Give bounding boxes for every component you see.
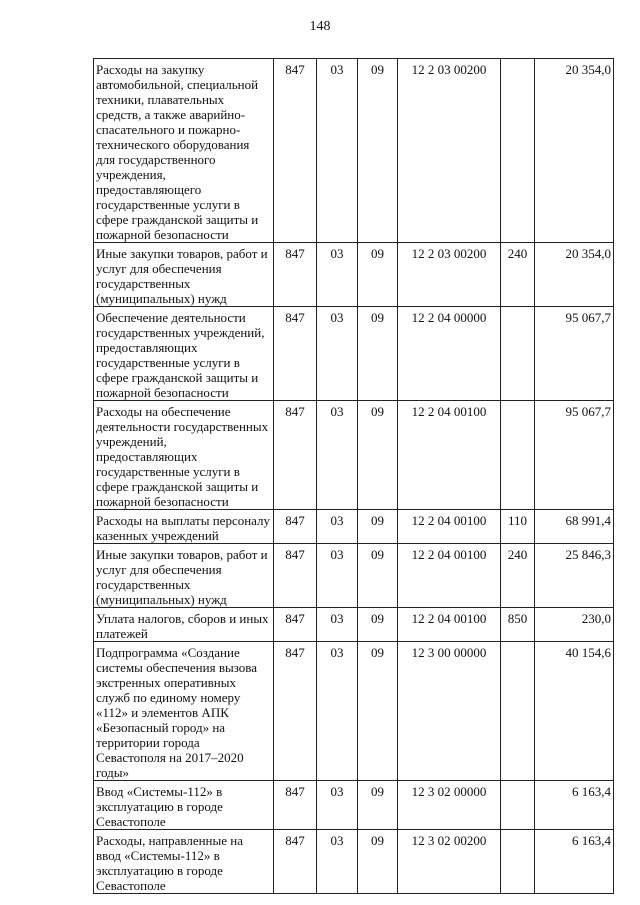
subsection-code: 09 xyxy=(358,830,398,894)
expense-type-code: 110 xyxy=(501,510,535,544)
amount: 6 163,4 xyxy=(535,781,614,830)
amount: 6 163,4 xyxy=(535,830,614,894)
expense-name: Подпрограмма «Создание системы обеспечения вызова экстренных оперативных служб по единому номеру «112» и элементов АПК «Безопасный город» на территории города Севастополя на 2017–2020 годы» xyxy=(94,642,274,781)
grbs-code: 847 xyxy=(274,243,317,307)
subsection-code: 09 xyxy=(358,307,398,401)
expense-type-code xyxy=(501,642,535,781)
expense-type-code xyxy=(501,59,535,243)
subsection-code: 09 xyxy=(358,781,398,830)
amount: 230,0 xyxy=(535,608,614,642)
target-article-code: 12 3 00 00000 xyxy=(398,642,501,781)
grbs-code: 847 xyxy=(274,781,317,830)
target-article-code: 12 2 04 00000 xyxy=(398,307,501,401)
section-code: 03 xyxy=(317,510,358,544)
section-code: 03 xyxy=(317,544,358,608)
grbs-code: 847 xyxy=(274,307,317,401)
grbs-code: 847 xyxy=(274,401,317,510)
expense-name: Уплата налогов, сборов и иных платежей xyxy=(94,608,274,642)
expense-name: Расходы на обеспечение деятельности государственных учреждений, предоставляющих государственные услуги в сфере гражданской защиты и пожарной безопасности xyxy=(94,401,274,510)
amount: 25 846,3 xyxy=(535,544,614,608)
section-code: 03 xyxy=(317,781,358,830)
amount: 20 354,0 xyxy=(535,59,614,243)
amount: 40 154,6 xyxy=(535,642,614,781)
expense-name: Иные закупки товаров, работ и услуг для обеспечения государственных (муниципальных) нужд xyxy=(94,243,274,307)
grbs-code: 847 xyxy=(274,642,317,781)
table-row xyxy=(94,781,614,830)
section-code: 03 xyxy=(317,830,358,894)
grbs-code: 847 xyxy=(274,59,317,243)
amount: 68 991,4 xyxy=(535,510,614,544)
amount: 20 354,0 xyxy=(535,243,614,307)
page-number: 148 xyxy=(309,19,331,34)
target-article-code: 12 3 02 00200 xyxy=(398,830,501,894)
expense-type-code xyxy=(501,781,535,830)
subsection-code: 09 xyxy=(358,642,398,781)
budget-table xyxy=(93,58,614,894)
expense-name: Расходы на выплаты персоналу казенных учреждений xyxy=(94,510,274,544)
table-row xyxy=(94,544,614,608)
target-article-code: 12 2 04 00100 xyxy=(398,608,501,642)
expense-name: Расходы на закупку автомобильной, специальной техники, плавательных средств, а также аварийно-спасательного и пожарно-технического оборудования для государственного учреждения, предоставляющего государственные услуги в сфере гражданской защиты и пожарной безопасности xyxy=(94,59,274,243)
amount: 95 067,7 xyxy=(535,307,614,401)
target-article-code: 12 2 03 00200 xyxy=(398,243,501,307)
table-row xyxy=(94,642,614,781)
grbs-code: 847 xyxy=(274,544,317,608)
expense-type-code: 850 xyxy=(501,608,535,642)
subsection-code: 09 xyxy=(358,243,398,307)
subsection-code: 09 xyxy=(358,401,398,510)
target-article-code: 12 2 03 00200 xyxy=(398,59,501,243)
expense-type-code: 240 xyxy=(501,243,535,307)
expense-name: Иные закупки товаров, работ и услуг для обеспечения государственных (муниципальных) нужд xyxy=(94,544,274,608)
expense-name: Ввод «Системы-112» в эксплуатацию в городе Севастополе xyxy=(94,781,274,830)
table-row xyxy=(94,243,614,307)
table-row xyxy=(94,608,614,642)
section-code: 03 xyxy=(317,608,358,642)
expense-name: Расходы, направленные на ввод «Системы-112» в эксплуатацию в городе Севастополе xyxy=(94,830,274,894)
table-row xyxy=(94,307,614,401)
amount: 95 067,7 xyxy=(535,401,614,510)
section-code: 03 xyxy=(317,307,358,401)
subsection-code: 09 xyxy=(358,510,398,544)
expense-type-code xyxy=(501,401,535,510)
expense-type-code xyxy=(501,307,535,401)
expense-type-code xyxy=(501,830,535,894)
section-code: 03 xyxy=(317,243,358,307)
table-row xyxy=(94,510,614,544)
target-article-code: 12 3 02 00000 xyxy=(398,781,501,830)
target-article-code: 12 2 04 00100 xyxy=(398,544,501,608)
section-code: 03 xyxy=(317,59,358,243)
target-article-code: 12 2 04 00100 xyxy=(398,401,501,510)
grbs-code: 847 xyxy=(274,510,317,544)
target-article-code: 12 2 04 00100 xyxy=(398,510,501,544)
grbs-code: 847 xyxy=(274,830,317,894)
table-row xyxy=(94,59,614,243)
table-row xyxy=(94,830,614,894)
subsection-code: 09 xyxy=(358,59,398,243)
grbs-code: 847 xyxy=(274,608,317,642)
section-code: 03 xyxy=(317,642,358,781)
subsection-code: 09 xyxy=(358,608,398,642)
subsection-code: 09 xyxy=(358,544,398,608)
section-code: 03 xyxy=(317,401,358,510)
expense-name: Обеспечение деятельности государственных учреждений, предоставляющих государственные услуги в сфере гражданской защиты и пожарной безопасности xyxy=(94,307,274,401)
table-row xyxy=(94,401,614,510)
expense-type-code: 240 xyxy=(501,544,535,608)
